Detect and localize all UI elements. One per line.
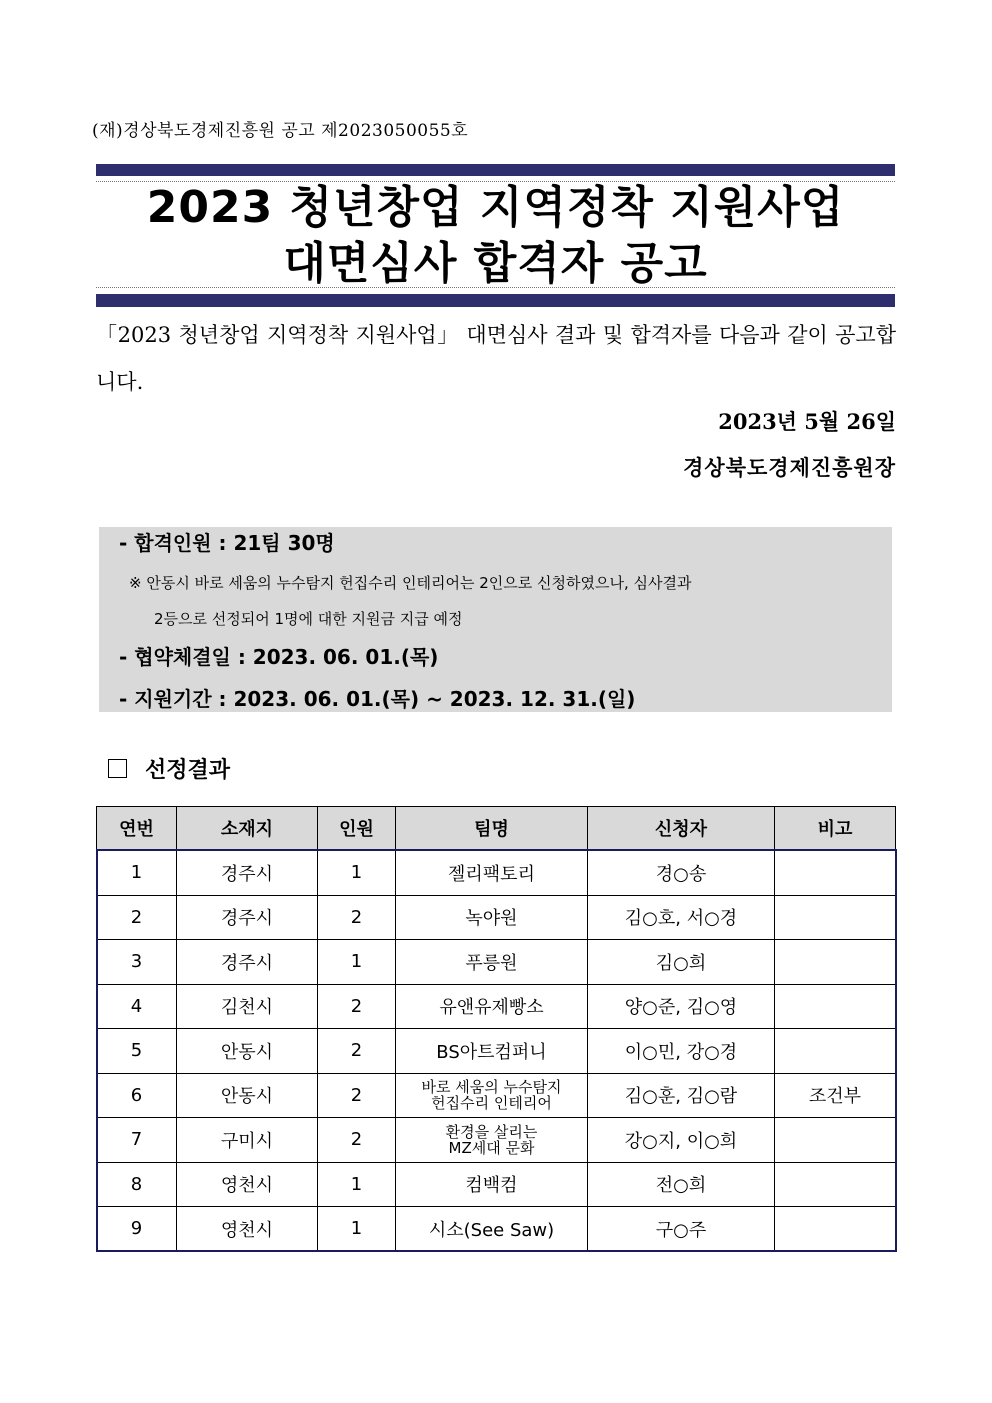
cell-team bbox=[396, 1029, 588, 1074]
cell-team bbox=[396, 940, 588, 985]
header-team: 팀명 bbox=[396, 807, 588, 851]
table-row bbox=[97, 1118, 896, 1163]
team-name-line-1: 녹야원 bbox=[465, 908, 518, 930]
cell-note bbox=[775, 1162, 896, 1207]
cell-members: 1 bbox=[318, 1207, 396, 1252]
cell-team bbox=[396, 1207, 588, 1252]
cell-members: 1 bbox=[318, 940, 396, 985]
team-name-line-2: 헌집수리 인테리어 bbox=[431, 1094, 552, 1113]
cell-no: 4 bbox=[97, 984, 177, 1029]
cell-no: 6 bbox=[97, 1073, 177, 1118]
cell-note bbox=[775, 1207, 896, 1252]
cell-members: 1 bbox=[318, 1162, 396, 1207]
cell-note bbox=[775, 1029, 896, 1074]
team-name-line-1: 젤리팩토리 bbox=[448, 863, 535, 885]
cell-members: 2 bbox=[318, 984, 396, 1029]
intro-paragraph: 「2023 청년창업 지역정착 지원사업」 대면심사 결과 및 합격자를 다음과 같이 공고합니다. bbox=[96, 323, 896, 394]
section-title: 선정결과 bbox=[145, 757, 231, 783]
team-name-line-1: 바로 세움의 누수탐지 bbox=[421, 1078, 562, 1097]
header-note: 비고 bbox=[775, 807, 896, 851]
cell-no: 2 bbox=[97, 895, 177, 940]
cell-no: 5 bbox=[97, 1029, 177, 1074]
cell-applicant: 김○희 bbox=[588, 940, 775, 985]
checkbox-icon bbox=[108, 759, 127, 778]
cell-applicant: 강○지, 이○희 bbox=[588, 1118, 775, 1163]
cell-no: 3 bbox=[97, 940, 177, 985]
team-name-line-1: 시소(See Saw) bbox=[428, 1219, 555, 1241]
summary-box bbox=[99, 527, 892, 712]
cell-team bbox=[396, 1073, 588, 1118]
title-band-bottom bbox=[96, 294, 895, 307]
team-name-line-1: BS아트컴퍼니 bbox=[436, 1041, 547, 1063]
team-name-line-1: 푸릉원 bbox=[465, 952, 518, 974]
passed-count: - 합격인원 : 21팀 30명 bbox=[119, 531, 335, 555]
cell-note bbox=[775, 1118, 896, 1163]
cell-team bbox=[396, 1118, 588, 1163]
cell-location: 안동시 bbox=[177, 1029, 318, 1074]
cell-no: 1 bbox=[97, 850, 177, 895]
cell-location: 김천시 bbox=[177, 984, 318, 1029]
cell-no: 8 bbox=[97, 1162, 177, 1207]
cell-note bbox=[775, 850, 896, 895]
cell-applicant: 김○호, 서○경 bbox=[588, 895, 775, 940]
section-heading bbox=[108, 753, 230, 784]
header-location: 소재지 bbox=[177, 807, 318, 851]
cell-note bbox=[775, 940, 896, 985]
cell-team bbox=[396, 984, 588, 1029]
cell-applicant: 구○주 bbox=[588, 1207, 775, 1252]
document-title bbox=[96, 180, 895, 292]
table-row bbox=[97, 1207, 896, 1252]
cell-applicant: 전○희 bbox=[588, 1162, 775, 1207]
cell-members: 2 bbox=[318, 895, 396, 940]
cell-team bbox=[396, 1162, 588, 1207]
team-name-line-1: 컴백컴 bbox=[465, 1175, 518, 1197]
table-row bbox=[97, 1029, 896, 1074]
cell-no: 7 bbox=[97, 1118, 177, 1163]
title-line-2: 대면심사 합격자 공고 bbox=[283, 238, 708, 289]
cell-note bbox=[775, 984, 896, 1029]
summary-note-line-2: 2등으로 선정되어 1명에 대한 지원금 지급 예정 bbox=[154, 610, 463, 628]
table-row bbox=[97, 895, 896, 940]
cell-applicant: 이○민, 강○경 bbox=[588, 1029, 775, 1074]
cell-location: 영천시 bbox=[177, 1207, 318, 1252]
cell-location: 안동시 bbox=[177, 1073, 318, 1118]
cell-members: 2 bbox=[318, 1118, 396, 1163]
table-row bbox=[97, 1162, 896, 1207]
header-no: 연번 bbox=[97, 807, 177, 851]
table-row bbox=[97, 984, 896, 1029]
cell-applicant: 경○송 bbox=[588, 850, 775, 895]
cell-location: 영천시 bbox=[177, 1162, 318, 1207]
cell-note bbox=[775, 895, 896, 940]
team-name-line-1: 유앤유제빵소 bbox=[439, 997, 544, 1019]
cell-location: 경주시 bbox=[177, 940, 318, 985]
support-period: - 지원기간 : 2023. 06. 01.(목) ~ 2023. 12. 31.(일) bbox=[119, 687, 636, 711]
table-row bbox=[97, 940, 896, 985]
results-table bbox=[96, 806, 896, 1252]
cell-members: 1 bbox=[318, 850, 396, 895]
cell-applicant: 김○훈, 김○람 bbox=[588, 1073, 775, 1118]
cell-applicant: 양○준, 김○영 bbox=[588, 984, 775, 1029]
summary-note-line-1: ※ 안동시 바로 세움의 누수탐지 헌집수리 인테리어는 2인으로 신청하였으나, 심사결과 bbox=[129, 574, 692, 592]
cell-location: 구미시 bbox=[177, 1118, 318, 1163]
notice-date: 2023년 5월 26일 bbox=[718, 409, 896, 434]
notice-number: (재)경상북도경제진흥원 공고 제2023050055호 bbox=[92, 121, 469, 141]
title-band-top bbox=[96, 164, 895, 176]
table-row bbox=[97, 1073, 896, 1118]
title-dotted-rule-bottom bbox=[96, 287, 895, 288]
table-header-row bbox=[97, 807, 896, 851]
contract-date: - 협약체결일 : 2023. 06. 01.(목) bbox=[119, 645, 439, 669]
cell-no: 9 bbox=[97, 1207, 177, 1252]
table-row bbox=[97, 850, 896, 895]
cell-location: 경주시 bbox=[177, 850, 318, 895]
header-applicant: 신청자 bbox=[588, 807, 775, 851]
cell-team bbox=[396, 850, 588, 895]
cell-members: 2 bbox=[318, 1029, 396, 1074]
issuer-name: 경상북도경제진흥원장 bbox=[683, 455, 896, 480]
cell-team bbox=[396, 895, 588, 940]
team-name-line-2: MZ세대 문화 bbox=[448, 1138, 535, 1157]
header-members: 인원 bbox=[318, 807, 396, 851]
title-line-1: 2023 청년창업 지역정착 지원사업 bbox=[146, 182, 845, 233]
cell-note: 조건부 bbox=[775, 1073, 896, 1118]
cell-members: 2 bbox=[318, 1073, 396, 1118]
cell-location: 경주시 bbox=[177, 895, 318, 940]
team-name-line-1: 환경을 살리는 bbox=[445, 1122, 538, 1141]
